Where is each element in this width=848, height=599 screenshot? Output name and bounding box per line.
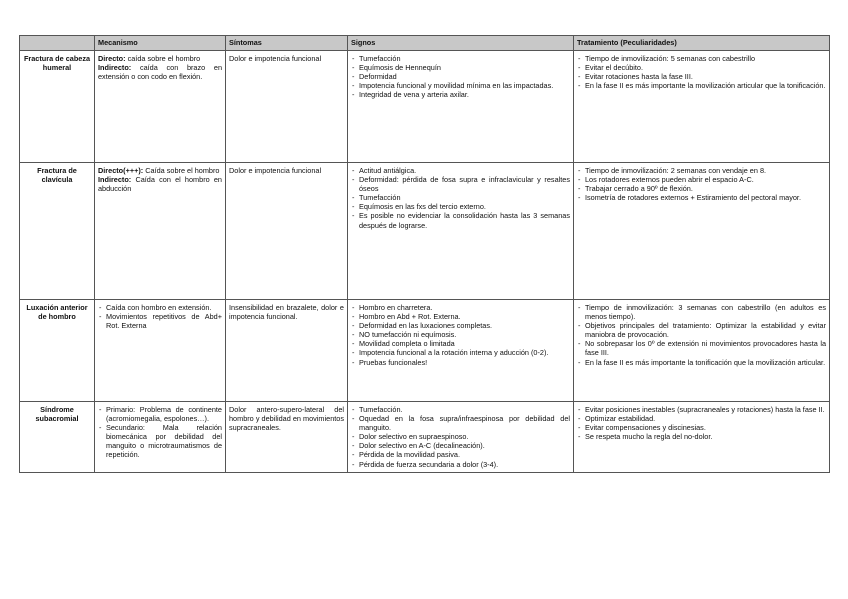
- list-item: - Tiempo de inmovilización: 2 semanas con vendaje en 8.: [577, 166, 826, 175]
- list-item: - Dolor selectivo en A-C (decalineación).: [351, 441, 570, 450]
- list-item: - Optimizar estabilidad.: [577, 414, 826, 423]
- tratamiento-cell: [574, 51, 830, 163]
- tratamiento-cell: [574, 402, 830, 473]
- list-item: - En la fase II es más importante la movilización articular que la tonificación.: [577, 81, 826, 90]
- mecanismo-label: Directo:: [98, 54, 126, 63]
- signos-cell: [348, 402, 574, 473]
- mecanismo-label: Indirecto:: [98, 175, 132, 185]
- list-item: - Tumefacción: [351, 193, 570, 202]
- mecanismo-cell: [95, 300, 226, 402]
- list-item: - Trabajar cerrado a 90º de flexión.: [577, 184, 826, 193]
- signos-cell: [348, 300, 574, 402]
- list-item: - Evitar el decúbito.: [577, 63, 826, 72]
- signos-cell: [348, 51, 574, 163]
- list-item: - Movilidad completa o limitada: [351, 339, 570, 348]
- list-item: - Movimientos repetitivos de Abd+ Rot. Externa: [98, 312, 222, 330]
- list-item: - Deformidad: pérdida de fosa supra e infraclavicular y resaltes óseos: [351, 175, 570, 193]
- list-item: - Evitar rotaciones hasta la fase III.: [577, 72, 826, 81]
- list-item: - Tumefacción: [351, 54, 570, 63]
- table-row: [20, 51, 830, 163]
- header-mecanismo: Mecanismo: [95, 36, 226, 51]
- table-row: [20, 300, 830, 402]
- header-tratamiento: Tratamiento (Peculiaridades): [574, 36, 830, 51]
- list-item: - Tiempo de inmovilización: 5 semanas con cabestrillo: [577, 54, 826, 63]
- clinical-table: [19, 35, 830, 473]
- list-item: - Es posible no evidenciar la consolidación hasta las 3 semanas después de lograrse.: [351, 211, 570, 229]
- mecanismo-text: caída sobre el hombro: [125, 54, 201, 63]
- list-item: - Equímosis en las fxs del tercio externo.: [351, 202, 570, 211]
- list-item: - No sobrepasar los 0º de extensión ni movimientos provocadores hasta la fase III.: [577, 339, 826, 357]
- list-item: - Objetivos principales del tratamiento: Optimizar la estabilidad y evitar maniobra de provocación.: [577, 321, 826, 339]
- list-item: - En la fase II es más importante la tonificación que la movilización articular.: [577, 358, 826, 367]
- sintomas-cell: Dolor e impotencia funcional: [226, 163, 348, 300]
- list-item: - Impotencia funcional y movilidad mínima en las impactadas.: [351, 81, 570, 90]
- header-corner: [20, 36, 95, 51]
- list-item: - Deformidad en las luxaciones completas.: [351, 321, 570, 330]
- row-title: Síndrome subacromial: [20, 402, 95, 473]
- mecanismo-cell: [95, 402, 226, 473]
- mecanismo-cell: [95, 51, 226, 163]
- list-item: - Caída con hombro en extensión.: [98, 303, 222, 312]
- tratamiento-cell: [574, 300, 830, 402]
- mecanismo-text: Caída con el hombro en abducción: [98, 175, 222, 194]
- list-item: - Impotencia funcional a la rotación interna y aducción (0-2).: [351, 348, 570, 357]
- sintomas-cell: Insensibilidad en brazalete, dolor e impotencia funcional.: [226, 300, 348, 402]
- list-item: - Hombro en Abd + Rot. Externa.: [351, 312, 570, 321]
- list-item: - Actitud antiálgica.: [351, 166, 570, 175]
- sintomas-cell: Dolor e impotencia funcional: [226, 51, 348, 163]
- row-title: Fractura de cabeza humeral: [20, 51, 95, 163]
- mecanismo-label: Indirecto:: [98, 63, 132, 73]
- mecanismo-cell: [95, 163, 226, 300]
- table-row: [20, 402, 830, 473]
- list-item: - Dolor selectivo en supraespinoso.: [351, 432, 570, 441]
- sintomas-cell: Dolor antero-supero-lateral del hombro y debilidad en movimientos supracraneales.: [226, 402, 348, 473]
- tratamiento-cell: [574, 163, 830, 300]
- list-item: - Equímosis de Hennequín: [351, 63, 570, 72]
- list-item: - NO tumefacción ni equímosis.: [351, 330, 570, 339]
- list-item: - Hombro en charretera.: [351, 303, 570, 312]
- list-item: - Primario: Problema de continente (acromiomegalia, espolones…).: [98, 405, 222, 423]
- row-title: Luxación anterior de hombro: [20, 300, 95, 402]
- list-item: - Pruebas funcionales!: [351, 358, 570, 367]
- mecanismo-text: caída con brazo en extensión o con codo en flexión.: [98, 63, 222, 82]
- mecanismo-label: Directo(+++):: [98, 166, 144, 175]
- list-item: - Pérdida de fuerza secundaria a dolor (3-4).: [351, 460, 570, 469]
- list-item: - Deformidad: [351, 72, 570, 81]
- mecanismo-text: Caída sobre el hombro: [143, 166, 220, 175]
- list-item: - Isometría de rotadores externos + Estiramiento del pectoral mayor.: [577, 193, 826, 202]
- header-sintomas: Síntomas: [226, 36, 348, 51]
- table-row: [20, 163, 830, 300]
- list-item: - Pérdida de la movilidad pasiva.: [351, 450, 570, 459]
- list-item: - Oquedad en la fosa supra/infraespinosa por debilidad del manguito.: [351, 414, 570, 432]
- row-title: Fractura de clavícula: [20, 163, 95, 300]
- list-item: - Secundario: Mala relación biomecánica por debilidad del manguito o microtraumatismos de repetición.: [98, 423, 222, 459]
- list-item: - Integridad de vena y arteria axilar.: [351, 90, 570, 99]
- list-item: - Evitar compensaciones y discinesias.: [577, 423, 826, 432]
- header-signos: Signos: [348, 36, 574, 51]
- list-item: - Se respeta mucho la regla del no-dolor.: [577, 432, 826, 441]
- list-item: - Evitar posiciones inestables (supracraneales y rotaciones) hasta la fase II.: [577, 405, 826, 414]
- list-item: - Tiempo de inmovilización: 3 semanas con cabestrillo (en adultos es menos tiempo).: [577, 303, 826, 321]
- list-item: - Los rotadores externos pueden abrir el espacio A-C.: [577, 175, 826, 184]
- header-row: [20, 36, 830, 51]
- list-item: - Tumefacción.: [351, 405, 570, 414]
- signos-cell: [348, 163, 574, 300]
